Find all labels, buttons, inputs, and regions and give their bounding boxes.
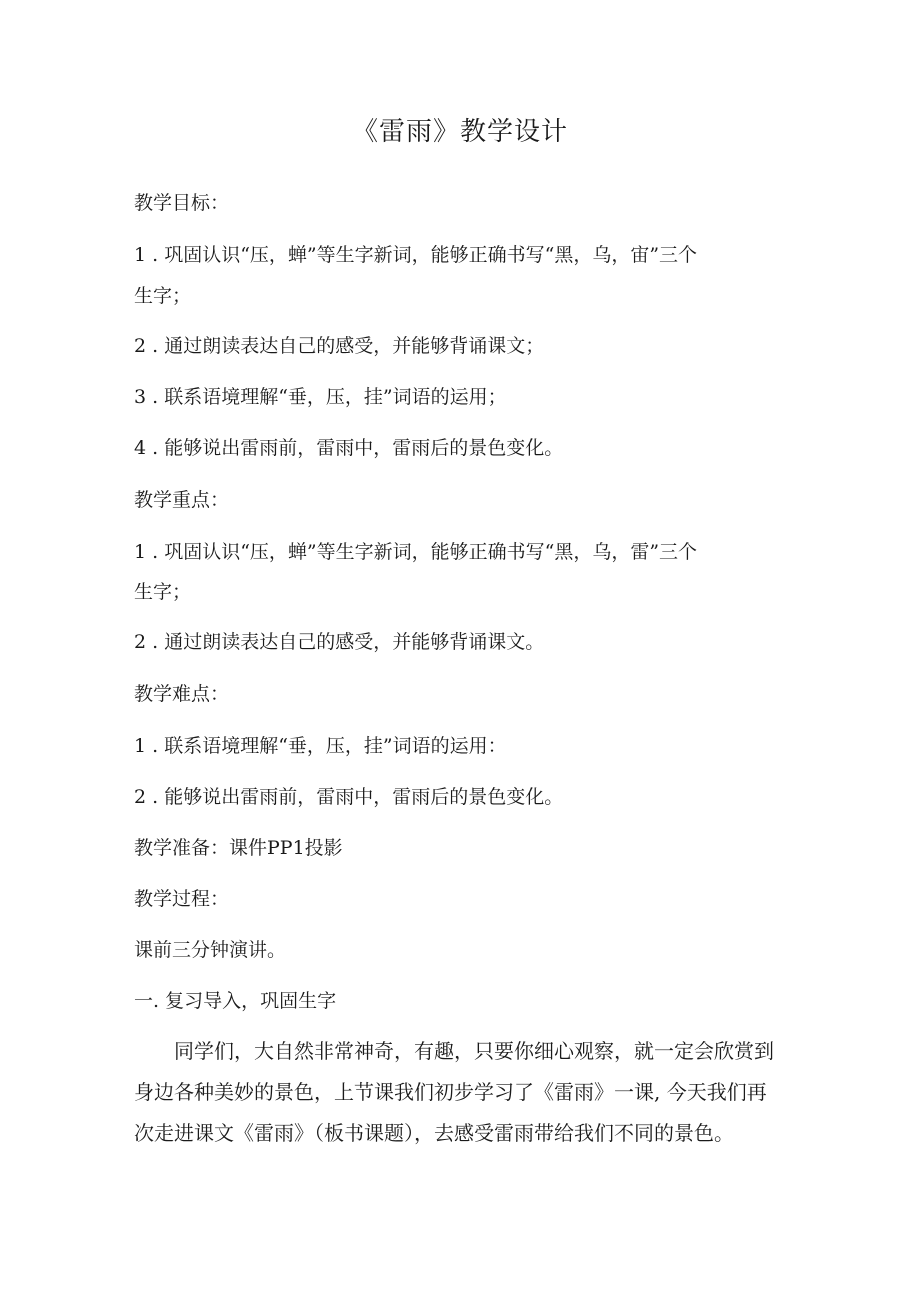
process-heading: 教学过程： (134, 888, 230, 910)
goal-item: 2 . 通过朗读表达自己的感受，并能够背诵课文； (134, 335, 545, 357)
goal-item: 4 . 能够说出雷雨前，雷雨中，雷雨后的景色变化。 (134, 437, 564, 459)
pre-class-line: 课前三分钟演讲。 (134, 939, 287, 961)
difficulty-item: 1 . 联系语境理解“垂，压，挂”词语的运用： (134, 735, 507, 757)
key-points-heading: 教学重点： (134, 489, 230, 511)
goal-item-continued: 生字； (134, 285, 192, 307)
difficulty-item: 2 . 能够说出雷雨前，雷雨中，雷雨后的景色变化。 (134, 786, 564, 808)
goal-item: 3 . 联系语境理解“垂，压，挂”词语的运用； (134, 386, 507, 408)
paragraph-line: 次走进课文《雷雨》（板书课题），去感受雷雨带给我们不同的景色。 (134, 1121, 734, 1145)
intro-paragraph (134, 1031, 794, 1154)
key-point-item-continued: 生字； (134, 581, 192, 603)
preparation-line: 教学准备：课件PP1投影 (134, 837, 343, 859)
goals-heading: 教学目标： (134, 192, 230, 214)
difficulties-heading: 教学难点： (134, 683, 230, 705)
goal-item: 1 . 巩固认识“压，蝉”等生字新词，能够正确书写“黑，乌，宙”三个 (134, 244, 698, 266)
document-title: 《雷雨》教学设计 (351, 117, 568, 147)
paragraph-line: 身边各种美妙的景色，上节课我们初步学习了《雷雨》一课, 今天我们再 (134, 1080, 767, 1104)
section-heading: 一. 复习导入，巩固生字 (134, 990, 337, 1012)
paragraph-line: 同学们，大自然非常神奇，有趣，只要你细心观察，就一定会欣赏到 (134, 1039, 774, 1063)
key-point-item: 2 . 通过朗读表达自己的感受，并能够背诵课文。 (134, 631, 545, 653)
key-point-item: 1 . 巩固认识“压，蝉”等生字新词，能够正确书写“黑，乌，雷”三个 (134, 541, 698, 563)
